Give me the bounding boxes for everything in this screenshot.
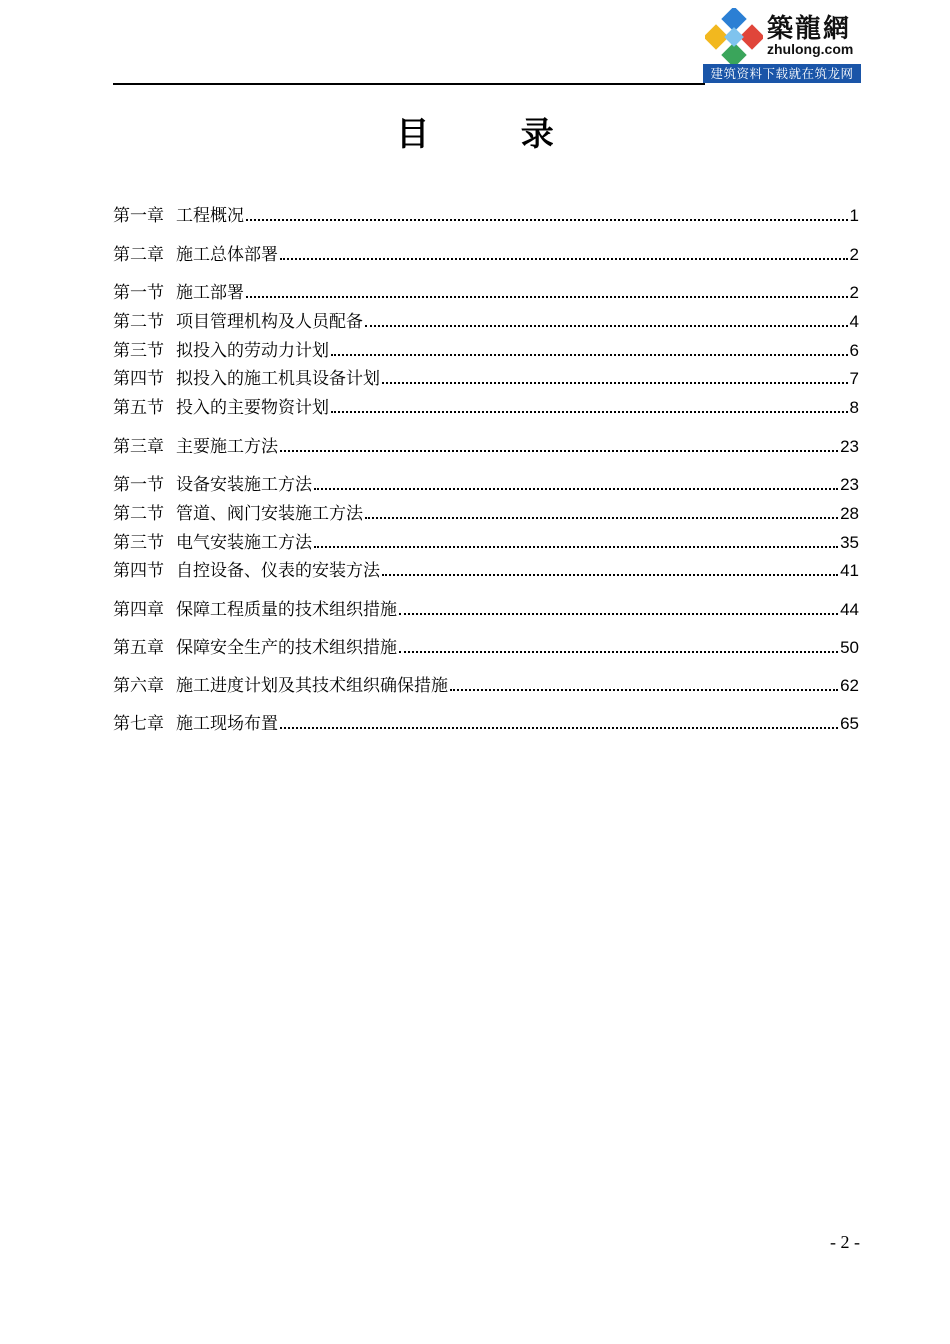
toc-entry-text: 施工现场布置 <box>176 714 278 734</box>
toc-entry-text: 拟投入的劳动力计划 <box>176 341 329 361</box>
zhulong-flower-icon <box>705 8 763 66</box>
toc-entry-page: 35 <box>840 533 859 552</box>
dot-leader <box>246 296 848 298</box>
toc-entry-text: 自控设备、仪表的安装方法 <box>176 561 380 581</box>
toc-entry-page: 6 <box>849 341 859 360</box>
toc-entry-number: 第六章 <box>113 676 164 696</box>
toc-entry-page: 28 <box>840 504 859 523</box>
toc-title: 目 录 <box>396 114 594 153</box>
dot-leader <box>246 219 848 221</box>
toc-entry-page: 23 <box>840 437 859 456</box>
toc-entry-text: 施工部署 <box>176 283 244 303</box>
dot-leader <box>331 354 848 356</box>
toc-entry-number: 第二节 <box>113 312 164 332</box>
toc-entry-page: 1 <box>849 206 859 225</box>
dot-leader <box>365 517 838 519</box>
dot-leader <box>314 488 838 490</box>
toc-entry-number: 第二章 <box>113 245 164 265</box>
toc-entry-text: 保障安全生产的技术组织措施 <box>176 638 397 658</box>
dot-leader <box>280 450 838 452</box>
toc-entry-text: 主要施工方法 <box>176 437 278 457</box>
toc-entry-number: 第一章 <box>113 206 164 226</box>
toc-entry-text: 设备安装施工方法 <box>176 475 312 495</box>
toc-entry-page: 8 <box>849 398 859 417</box>
toc-entry-number: 第一节 <box>113 475 164 495</box>
logo-slogan: 建筑资料下载就在筑龙网 <box>703 64 861 83</box>
toc-entry-number: 第五节 <box>113 398 164 418</box>
toc-entry-number: 第四节 <box>113 561 164 581</box>
toc-entry-text: 管道、阀门安装施工方法 <box>176 504 363 524</box>
toc-entry-number: 第二节 <box>113 504 164 524</box>
toc-entry-number: 第一节 <box>113 283 164 303</box>
toc-entry-text: 施工总体部署 <box>176 245 278 265</box>
toc-entry-number: 第三章 <box>113 437 164 457</box>
toc-entry[interactable] <box>113 339 859 363</box>
toc-entry[interactable] <box>113 310 859 334</box>
logo-domain: zhulong.com <box>767 41 854 57</box>
toc-entry[interactable] <box>113 674 859 698</box>
toc-entry-number: 第三节 <box>113 341 164 361</box>
toc-entry-text: 投入的主要物资计划 <box>176 398 329 418</box>
toc-entry[interactable] <box>113 636 859 660</box>
toc-entry-number: 第四节 <box>113 369 164 389</box>
page-number: - 2 - <box>830 1232 860 1252</box>
toc-entry-text: 工程概况 <box>176 206 244 226</box>
toc-entry-page: 62 <box>840 676 859 695</box>
toc-entry-text: 拟投入的施工机具设备计划 <box>176 369 380 389</box>
dot-leader <box>382 382 848 384</box>
dot-leader <box>365 325 848 327</box>
toc-entry-number: 第四章 <box>113 600 164 620</box>
dot-leader <box>314 546 838 548</box>
toc-entry-page: 2 <box>849 283 859 302</box>
toc-entry-page: 2 <box>849 245 859 264</box>
dot-leader <box>331 411 848 413</box>
toc-entry-number: 第五章 <box>113 638 164 658</box>
toc-entry-page: 44 <box>840 600 859 619</box>
header-rule <box>113 83 705 85</box>
toc-entry[interactable] <box>113 598 859 622</box>
toc-entry[interactable] <box>113 559 859 583</box>
toc-entry-text: 电气安装施工方法 <box>176 533 312 553</box>
toc-entry[interactable] <box>113 243 859 267</box>
logo-top <box>703 6 861 64</box>
toc-entry-page: 65 <box>840 714 859 733</box>
toc-entry[interactable] <box>113 367 859 391</box>
toc-entry[interactable] <box>113 473 859 497</box>
toc-entry[interactable] <box>113 204 859 228</box>
zhulong-logo <box>703 6 861 83</box>
dot-leader <box>399 651 838 653</box>
toc-entry[interactable] <box>113 435 859 459</box>
toc-entry-page: 7 <box>849 369 859 388</box>
dot-leader <box>450 689 838 691</box>
toc-entry-text: 保障工程质量的技术组织措施 <box>176 600 397 620</box>
toc-entry-text: 项目管理机构及人员配备 <box>176 312 363 332</box>
toc-entry-text: 施工进度计划及其技术组织确保措施 <box>176 676 448 696</box>
toc-entry-number: 第三节 <box>113 533 164 553</box>
dot-leader <box>382 574 838 576</box>
toc-entry[interactable] <box>113 712 859 736</box>
toc-entry-page: 23 <box>840 475 859 494</box>
dot-leader <box>280 258 848 260</box>
toc-entry[interactable] <box>113 281 859 305</box>
toc-entry-page: 4 <box>849 312 859 331</box>
toc-entry-number: 第七章 <box>113 714 164 734</box>
logo-name-cn: 築龍網 <box>767 14 852 44</box>
toc-entry[interactable] <box>113 396 859 420</box>
dot-leader <box>280 727 838 729</box>
toc-entry-page: 41 <box>840 561 859 580</box>
toc-entry[interactable] <box>113 502 859 526</box>
toc-entry-page: 50 <box>840 638 859 657</box>
toc-entry[interactable] <box>113 531 859 555</box>
dot-leader <box>399 613 838 615</box>
